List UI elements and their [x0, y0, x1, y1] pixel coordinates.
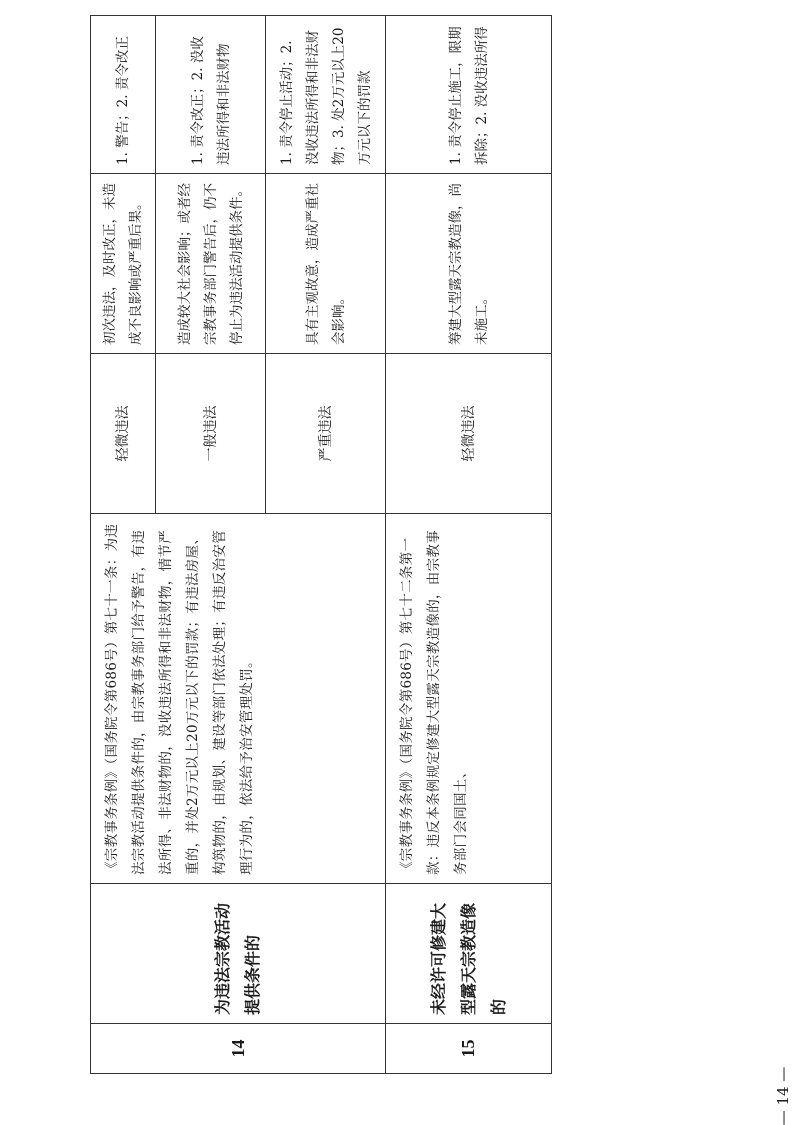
legal-basis: 《宗教事务条例》（国务院令第686号）第七十一条：为违法宗教活动提供条件的，由宗教事务部门给予警告，有违法所得、非法财物的，没收违法所得和非法财物，情节严重的，并处2万元以上20万元以下的罚款；有违法房屋、构筑物的，由规划、建设等部门依法处理；有违反治安管理行为的，依法给予治安管理处罚。	[91, 514, 386, 884]
penalty-standard: 1. 责令停止施工，限期拆除；2. 没收违法所得	[386, 16, 552, 174]
violation-subcircumstance: 筹建大型露天宗教造像，尚未施工。	[386, 174, 552, 354]
row-number: 14	[91, 1024, 386, 1074]
violation-circumstance: 轻微违法	[386, 354, 552, 514]
legal-basis: 《宗教事务条例》（国务院令第686号）第七十二条第一款：违反本条例规定修建大型露天宗教造像的，由宗教事务部门会同国土、	[386, 514, 552, 884]
violation-subcircumstance: 具有主观故意，造成严重社会影响。	[266, 174, 386, 354]
violation-subcircumstance: 初次违法，及时改正，未造成不良影响或严重后果。	[91, 174, 156, 354]
rotated-table-frame	[90, 0, 546, 1074]
violation-item: 未经许可修建大型露天宗教造像的	[386, 884, 552, 1024]
violation-circumstance: 轻微违法	[91, 354, 156, 514]
violation-subcircumstance: 造成较大社会影响；或者经宗教事务部门警告后，仍不停止为违法活动提供条件。	[156, 174, 266, 354]
penalty-standard: 1. 责令停止活动；2. 没收违法所得和非法财物；3. 处2万元以上20万元以下的罚款	[266, 16, 386, 174]
penalty-standard: 1. 责令改正；2. 没收违法所得和非法财物	[156, 16, 266, 174]
violation-item: 为违法宗教活动提供条件的	[91, 884, 386, 1024]
table-row	[386, 16, 552, 1074]
row-number: 15	[386, 1024, 552, 1074]
table-row	[91, 16, 156, 1074]
violation-circumstance: 严重违法	[266, 354, 386, 514]
violation-circumstance: 一般违法	[156, 354, 266, 514]
penalty-standard: 1. 警告；2. 责令改正	[91, 16, 156, 174]
page-number: — 14 —	[774, 1066, 792, 1125]
penalty-standard-table	[90, 15, 552, 1074]
